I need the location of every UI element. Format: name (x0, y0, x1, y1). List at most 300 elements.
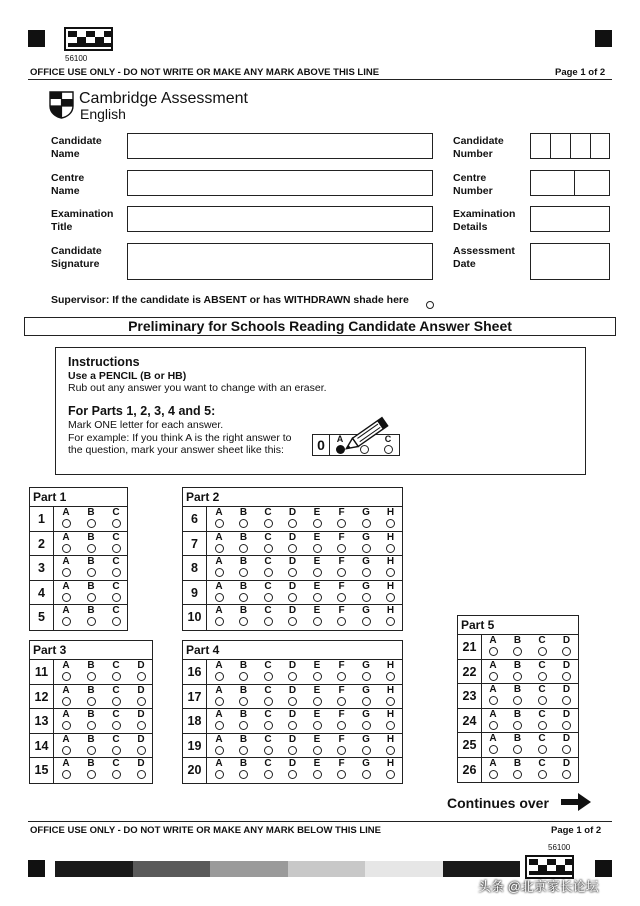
answer-bubble-h[interactable] (385, 686, 397, 706)
answer-bubble-d[interactable] (287, 710, 299, 730)
answer-bubble-g[interactable] (360, 606, 372, 626)
part-3-table (29, 640, 153, 784)
answer-bubble-f[interactable] (336, 735, 348, 755)
bubble-circle[interactable] (313, 721, 322, 730)
bubble-circle[interactable] (386, 568, 395, 577)
answer-bubble-c[interactable] (262, 710, 274, 730)
answer-bubble-a[interactable] (213, 557, 225, 577)
bubble-circle[interactable] (112, 672, 121, 681)
answer-bubble-c[interactable] (110, 557, 122, 577)
bubble-circle[interactable] (288, 544, 297, 553)
bubble-circle[interactable] (362, 770, 371, 779)
answer-bubble-c[interactable] (536, 734, 548, 754)
bubble-circle[interactable] (538, 672, 547, 681)
answer-bubble-d[interactable] (561, 710, 573, 730)
answer-bubble-a[interactable] (213, 661, 225, 681)
bubble-circle[interactable] (386, 746, 395, 755)
bubble-circle[interactable] (112, 746, 121, 755)
answer-bubble-a[interactable] (213, 686, 225, 706)
bubble-circle[interactable] (87, 568, 96, 577)
bubble-circle[interactable] (386, 593, 395, 602)
answer-bubble-g[interactable] (360, 661, 372, 681)
answer-bubble-g[interactable] (360, 735, 372, 755)
answer-bubble-c[interactable] (536, 759, 548, 779)
bubble-circle[interactable] (239, 697, 248, 706)
bubble-circle[interactable] (215, 519, 224, 528)
bubble-circle[interactable] (62, 544, 71, 553)
bubble-circle[interactable] (239, 672, 248, 681)
bubble-circle[interactable] (288, 568, 297, 577)
bubble-circle[interactable] (337, 746, 346, 755)
answer-bubble-b[interactable] (238, 661, 250, 681)
option-letter: C (112, 605, 120, 616)
answer-bubble-b[interactable] (238, 557, 250, 577)
bubble-circle[interactable] (538, 770, 547, 779)
bubble-circle[interactable] (313, 544, 322, 553)
answer-bubble-b[interactable] (238, 508, 250, 528)
answer-bubble-g[interactable] (360, 686, 372, 706)
answer-bubble-f[interactable] (336, 759, 348, 779)
bubble-circle[interactable] (87, 593, 96, 602)
bubble-circle[interactable] (337, 770, 346, 779)
bubble-circle[interactable] (239, 746, 248, 755)
bubble-circle[interactable] (288, 617, 297, 626)
bubble-circle[interactable] (337, 519, 346, 528)
bubble-circle[interactable] (362, 697, 371, 706)
answer-bubble-e[interactable] (311, 557, 323, 577)
bubble-circle[interactable] (112, 568, 121, 577)
bubble-circle[interactable] (337, 568, 346, 577)
bubble-circle[interactable] (313, 617, 322, 626)
bubble-circle[interactable] (62, 617, 71, 626)
bubble-circle[interactable] (62, 593, 71, 602)
bubble-circle[interactable] (489, 696, 498, 705)
answer-bubble-b[interactable] (512, 685, 524, 705)
answer-bubble-a[interactable] (60, 735, 72, 755)
answer-bubble-a[interactable] (213, 582, 225, 602)
bubble-circle[interactable] (313, 697, 322, 706)
bubble-circle[interactable] (362, 593, 371, 602)
bubble-circle[interactable] (112, 721, 121, 730)
bubble-circle[interactable] (239, 568, 248, 577)
answer-bubble-c[interactable] (110, 759, 122, 779)
bubble-circle[interactable] (562, 696, 571, 705)
bubble-circle[interactable] (264, 697, 273, 706)
answer-bubble-h[interactable] (385, 557, 397, 577)
answer-bubble-e[interactable] (311, 735, 323, 755)
answer-bubble-b[interactable] (512, 759, 524, 779)
centre-name-field[interactable] (127, 170, 433, 196)
answer-bubble-d[interactable] (561, 759, 573, 779)
bubble-circle[interactable] (62, 746, 71, 755)
answer-bubble-h[interactable] (385, 508, 397, 528)
bubble-circle[interactable] (112, 544, 121, 553)
bubble-circle[interactable] (87, 672, 96, 681)
answer-bubble-b[interactable] (85, 759, 97, 779)
candidate-name-field[interactable] (127, 133, 433, 159)
answer-bubble-b[interactable] (85, 661, 97, 681)
answer-bubble-c[interactable] (110, 710, 122, 730)
answer-bubble-g[interactable] (360, 582, 372, 602)
bubble-circle[interactable] (386, 519, 395, 528)
answer-bubble-d[interactable] (135, 661, 147, 681)
candidate-signature-field[interactable] (127, 243, 433, 280)
answer-bubble-d[interactable] (561, 661, 573, 681)
answer-bubble-a[interactable] (213, 735, 225, 755)
answer-bubble-b[interactable] (512, 636, 524, 656)
examination-title-field[interactable] (127, 206, 433, 232)
answer-bubble-c[interactable] (262, 557, 274, 577)
answer-bubble-d[interactable] (561, 685, 573, 705)
bubble-circle[interactable] (264, 544, 273, 553)
bubble-circle[interactable] (264, 721, 273, 730)
answer-bubble-d[interactable] (287, 557, 299, 577)
answer-bubble-c[interactable] (262, 759, 274, 779)
answer-bubble-d[interactable] (287, 661, 299, 681)
bubble-circle[interactable] (313, 593, 322, 602)
answer-bubble-f[interactable] (336, 686, 348, 706)
answer-bubble-b[interactable] (85, 710, 97, 730)
bubble-circle[interactable] (538, 696, 547, 705)
option-letter: E (313, 684, 321, 696)
answer-bubble-f[interactable] (336, 533, 348, 553)
bubble-circle[interactable] (112, 697, 121, 706)
bubble-circle[interactable] (62, 770, 71, 779)
bubble-circle[interactable] (288, 746, 297, 755)
bubble-circle[interactable] (489, 745, 498, 754)
bubble-circle[interactable] (538, 721, 547, 730)
answer-bubble-a[interactable] (60, 606, 72, 626)
answer-bubble-g[interactable] (360, 557, 372, 577)
answer-bubble-b[interactable] (512, 710, 524, 730)
bubble-circle[interactable] (386, 721, 395, 730)
bubble-circle[interactable] (264, 672, 273, 681)
bubble-circle[interactable] (87, 544, 96, 553)
answer-bubble-c[interactable] (536, 661, 548, 681)
answer-bubble-g[interactable] (360, 533, 372, 553)
bubble-circle[interactable] (62, 568, 71, 577)
bubble-circle[interactable] (215, 593, 224, 602)
answer-bubble-a[interactable] (487, 661, 499, 681)
answer-bubble-b[interactable] (512, 661, 524, 681)
answer-bubble-b[interactable] (238, 533, 250, 553)
answer-bubble-a[interactable] (487, 685, 499, 705)
answer-bubble-e[interactable] (311, 661, 323, 681)
answer-bubble-c[interactable] (536, 636, 548, 656)
bubble-circle[interactable] (386, 672, 395, 681)
bubble-circle[interactable] (215, 697, 224, 706)
bubble-circle[interactable] (337, 617, 346, 626)
bubble-circle[interactable] (112, 770, 121, 779)
answer-bubble-h[interactable] (385, 661, 397, 681)
bubble-circle[interactable] (215, 544, 224, 553)
bubble-circle[interactable] (489, 672, 498, 681)
bubble-circle[interactable] (112, 617, 121, 626)
bubble-circle[interactable] (137, 746, 146, 755)
answer-bubble-d[interactable] (135, 759, 147, 779)
answer-bubble-b[interactable] (238, 606, 250, 626)
bubble-circle[interactable] (337, 672, 346, 681)
answer-bubble-c[interactable] (110, 686, 122, 706)
answer-bubble-c[interactable] (536, 685, 548, 705)
option-letter: E (313, 709, 321, 720)
answer-bubble-a[interactable] (213, 759, 225, 779)
answer-bubble-c[interactable] (262, 686, 274, 706)
answer-bubble-c[interactable] (262, 661, 274, 681)
examination-title-label: Examination Title (51, 208, 114, 233)
bubble-circle[interactable] (215, 672, 224, 681)
bubble-circle[interactable] (362, 672, 371, 681)
answer-bubble-a[interactable] (60, 759, 72, 779)
bubble-circle[interactable] (562, 647, 571, 656)
question-number: 18 (183, 709, 207, 733)
answer-bubble-c[interactable] (110, 606, 122, 626)
absent-bubble[interactable] (426, 296, 434, 314)
answer-bubble-b[interactable] (238, 686, 250, 706)
bubble-circle[interactable] (513, 647, 522, 656)
answer-bubble-c[interactable] (110, 582, 122, 602)
bubble-circle[interactable] (137, 770, 146, 779)
answer-bubble-a[interactable] (60, 533, 72, 553)
bubble-circle[interactable] (137, 697, 146, 706)
bubble-circle[interactable] (288, 672, 297, 681)
bubble-circle[interactable] (288, 697, 297, 706)
bubble-circle[interactable] (87, 519, 96, 528)
bubble-circle[interactable] (239, 519, 248, 528)
candidate-number-field[interactable] (530, 133, 610, 159)
bubble-circle[interactable] (215, 746, 224, 755)
answer-bubble-c[interactable] (110, 533, 122, 553)
bubble-circle[interactable] (112, 519, 121, 528)
answer-bubble-d[interactable] (287, 582, 299, 602)
answer-bubble-d[interactable] (561, 734, 573, 754)
answer-bubble-b[interactable] (238, 710, 250, 730)
bubble-circle[interactable] (562, 721, 571, 730)
answer-bubble-d[interactable] (287, 533, 299, 553)
bubble-circle[interactable] (513, 770, 522, 779)
answer-bubble-h[interactable] (385, 735, 397, 755)
answer-bubble-a[interactable] (213, 508, 225, 528)
bubble-circle[interactable] (313, 568, 322, 577)
bubble-circle[interactable] (513, 721, 522, 730)
answer-bubble-d[interactable] (287, 508, 299, 528)
bubble-circle[interactable] (337, 593, 346, 602)
answer-bubble-h[interactable] (385, 582, 397, 602)
answer-bubble-a[interactable] (60, 710, 72, 730)
bubble-circle[interactable] (239, 721, 248, 730)
answer-bubble-h[interactable] (385, 606, 397, 626)
bubble-circle[interactable] (562, 770, 571, 779)
bubble-circle[interactable] (362, 617, 371, 626)
bubble-circle[interactable] (386, 770, 395, 779)
answer-bubble-b[interactable] (85, 686, 97, 706)
bubble-circle[interactable] (386, 544, 395, 553)
answer-bubble-b[interactable] (85, 557, 97, 577)
answer-row (30, 581, 127, 606)
bubble-circle[interactable] (62, 721, 71, 730)
bubble-circle[interactable] (264, 568, 273, 577)
bubble-circle[interactable] (288, 770, 297, 779)
bubble-circle[interactable] (239, 770, 248, 779)
answer-bubble-c[interactable] (262, 533, 274, 553)
answer-bubble-c[interactable] (262, 508, 274, 528)
answer-bubble-a[interactable] (60, 508, 72, 528)
answer-bubble-d[interactable] (287, 686, 299, 706)
bubble-circle[interactable] (288, 721, 297, 730)
bubble-circle[interactable] (362, 721, 371, 730)
bubble-circle[interactable] (362, 746, 371, 755)
answer-bubble-e[interactable] (311, 710, 323, 730)
bubble-circle[interactable] (137, 672, 146, 681)
bubble-circle[interactable] (386, 617, 395, 626)
answer-bubble-a[interactable] (487, 759, 499, 779)
answer-bubble-e[interactable] (311, 686, 323, 706)
answer-bubble-b[interactable] (238, 735, 250, 755)
answer-bubble-f[interactable] (336, 710, 348, 730)
answer-row (183, 660, 402, 685)
answer-bubble-a[interactable] (213, 533, 225, 553)
answer-bubble-f[interactable] (336, 508, 348, 528)
bubble-circle[interactable] (513, 672, 522, 681)
answer-bubble-e[interactable] (311, 606, 323, 626)
bubble-circle[interactable] (87, 746, 96, 755)
centre-number-field[interactable] (530, 170, 610, 196)
answer-bubble-e[interactable] (311, 582, 323, 602)
bubble-circle[interactable] (62, 697, 71, 706)
bubble-circle[interactable] (313, 519, 322, 528)
bubble-circle[interactable] (87, 721, 96, 730)
answer-bubble-d[interactable] (287, 735, 299, 755)
bubble-circle[interactable] (62, 672, 71, 681)
bubble-circle[interactable] (538, 647, 547, 656)
answer-bubble-f[interactable] (336, 557, 348, 577)
bubble-circle[interactable] (313, 746, 322, 755)
bubble-circle[interactable] (362, 568, 371, 577)
answer-bubble-d[interactable] (135, 735, 147, 755)
assessment-date-field[interactable] (530, 243, 610, 280)
answer-bubble-b[interactable] (85, 533, 97, 553)
answer-bubble-c[interactable] (110, 661, 122, 681)
answer-bubble-b[interactable] (85, 508, 97, 528)
answer-bubble-c[interactable] (110, 508, 122, 528)
bubble-circle[interactable] (362, 519, 371, 528)
answer-bubble-c[interactable] (110, 735, 122, 755)
bubble-circle[interactable] (562, 672, 571, 681)
bubble-circle[interactable] (362, 544, 371, 553)
answer-bubble-d[interactable] (287, 759, 299, 779)
bubble-circle[interactable] (288, 593, 297, 602)
bubble-circle[interactable] (215, 568, 224, 577)
bubble-circle[interactable] (264, 617, 273, 626)
answer-bubble-d[interactable] (135, 686, 147, 706)
bubble-circle[interactable] (239, 617, 248, 626)
answer-bubble-g[interactable] (360, 508, 372, 528)
bubble-circle[interactable] (239, 544, 248, 553)
answer-bubble-c[interactable] (262, 582, 274, 602)
bubble-circle[interactable] (215, 770, 224, 779)
examination-details-field[interactable] (530, 206, 610, 232)
answer-bubble-c[interactable] (536, 710, 548, 730)
answer-bubble-a[interactable] (60, 582, 72, 602)
answer-bubble-e[interactable] (311, 759, 323, 779)
answer-bubble-b[interactable] (512, 734, 524, 754)
bubble-circle[interactable] (313, 770, 322, 779)
bubble-circle[interactable] (288, 519, 297, 528)
answer-bubble-h[interactable] (385, 710, 397, 730)
answer-bubble-f[interactable] (336, 606, 348, 626)
answer-bubble-a[interactable] (60, 661, 72, 681)
answer-bubble-f[interactable] (336, 582, 348, 602)
bubble-circle[interactable] (264, 770, 273, 779)
option-letter: B (87, 531, 95, 543)
answer-bubble-b[interactable] (85, 606, 97, 626)
answer-bubble-g[interactable] (360, 710, 372, 730)
bubble-circle[interactable] (264, 746, 273, 755)
bubble-circle[interactable] (386, 697, 395, 706)
bubble-circle[interactable] (87, 770, 96, 779)
bubble-circle[interactable] (87, 617, 96, 626)
answer-bubble-g[interactable] (360, 759, 372, 779)
answer-bubble-d[interactable] (561, 636, 573, 656)
bubble-circle[interactable] (489, 770, 498, 779)
bubble-circle[interactable] (313, 672, 322, 681)
bubble-circle[interactable] (112, 593, 121, 602)
bubble-circle[interactable] (264, 593, 273, 602)
answer-bubble-e[interactable] (311, 508, 323, 528)
answer-bubble-e[interactable] (311, 533, 323, 553)
option-letter: A (62, 507, 70, 518)
bubble-circle[interactable] (215, 721, 224, 730)
bubble-circle[interactable] (264, 519, 273, 528)
answer-bubble-d[interactable] (135, 710, 147, 730)
answer-bubble-b[interactable] (238, 582, 250, 602)
bubble-circle[interactable] (513, 745, 522, 754)
bubble-circle[interactable] (87, 697, 96, 706)
option-letter: B (239, 556, 248, 567)
option-letter: A (215, 684, 223, 696)
answer-bubble-b[interactable] (238, 759, 250, 779)
answer-bubble-b[interactable] (85, 582, 97, 602)
answer-bubble-a[interactable] (487, 734, 499, 754)
bubble-circle[interactable] (538, 745, 547, 754)
question-number: 23 (458, 684, 482, 708)
bubble-circle[interactable] (337, 721, 346, 730)
bubble-circle[interactable] (215, 617, 224, 626)
answer-bubble-a[interactable] (60, 686, 72, 706)
bubble-circle[interactable] (513, 696, 522, 705)
bubble-circle[interactable] (337, 544, 346, 553)
answer-bubble-a[interactable] (60, 557, 72, 577)
answer-bubble-f[interactable] (336, 661, 348, 681)
bubble-circle[interactable] (489, 721, 498, 730)
answer-bubble-b[interactable] (85, 735, 97, 755)
answer-bubble-c[interactable] (262, 606, 274, 626)
answer-bubble-h[interactable] (385, 759, 397, 779)
answer-bubble-a[interactable] (213, 606, 225, 626)
answer-bubble-d[interactable] (287, 606, 299, 626)
bubble-circle[interactable] (489, 647, 498, 656)
bubble-circle[interactable] (137, 721, 146, 730)
bubble-circle[interactable] (562, 745, 571, 754)
answer-bubble-a[interactable] (213, 710, 225, 730)
answer-bubble-h[interactable] (385, 533, 397, 553)
answer-bubble-a[interactable] (487, 710, 499, 730)
bubble-circle[interactable] (62, 519, 71, 528)
bubble-circle[interactable] (239, 593, 248, 602)
bubble-circle[interactable] (337, 697, 346, 706)
answer-bubble-c[interactable] (262, 735, 274, 755)
answer-bubble-a[interactable] (487, 636, 499, 656)
